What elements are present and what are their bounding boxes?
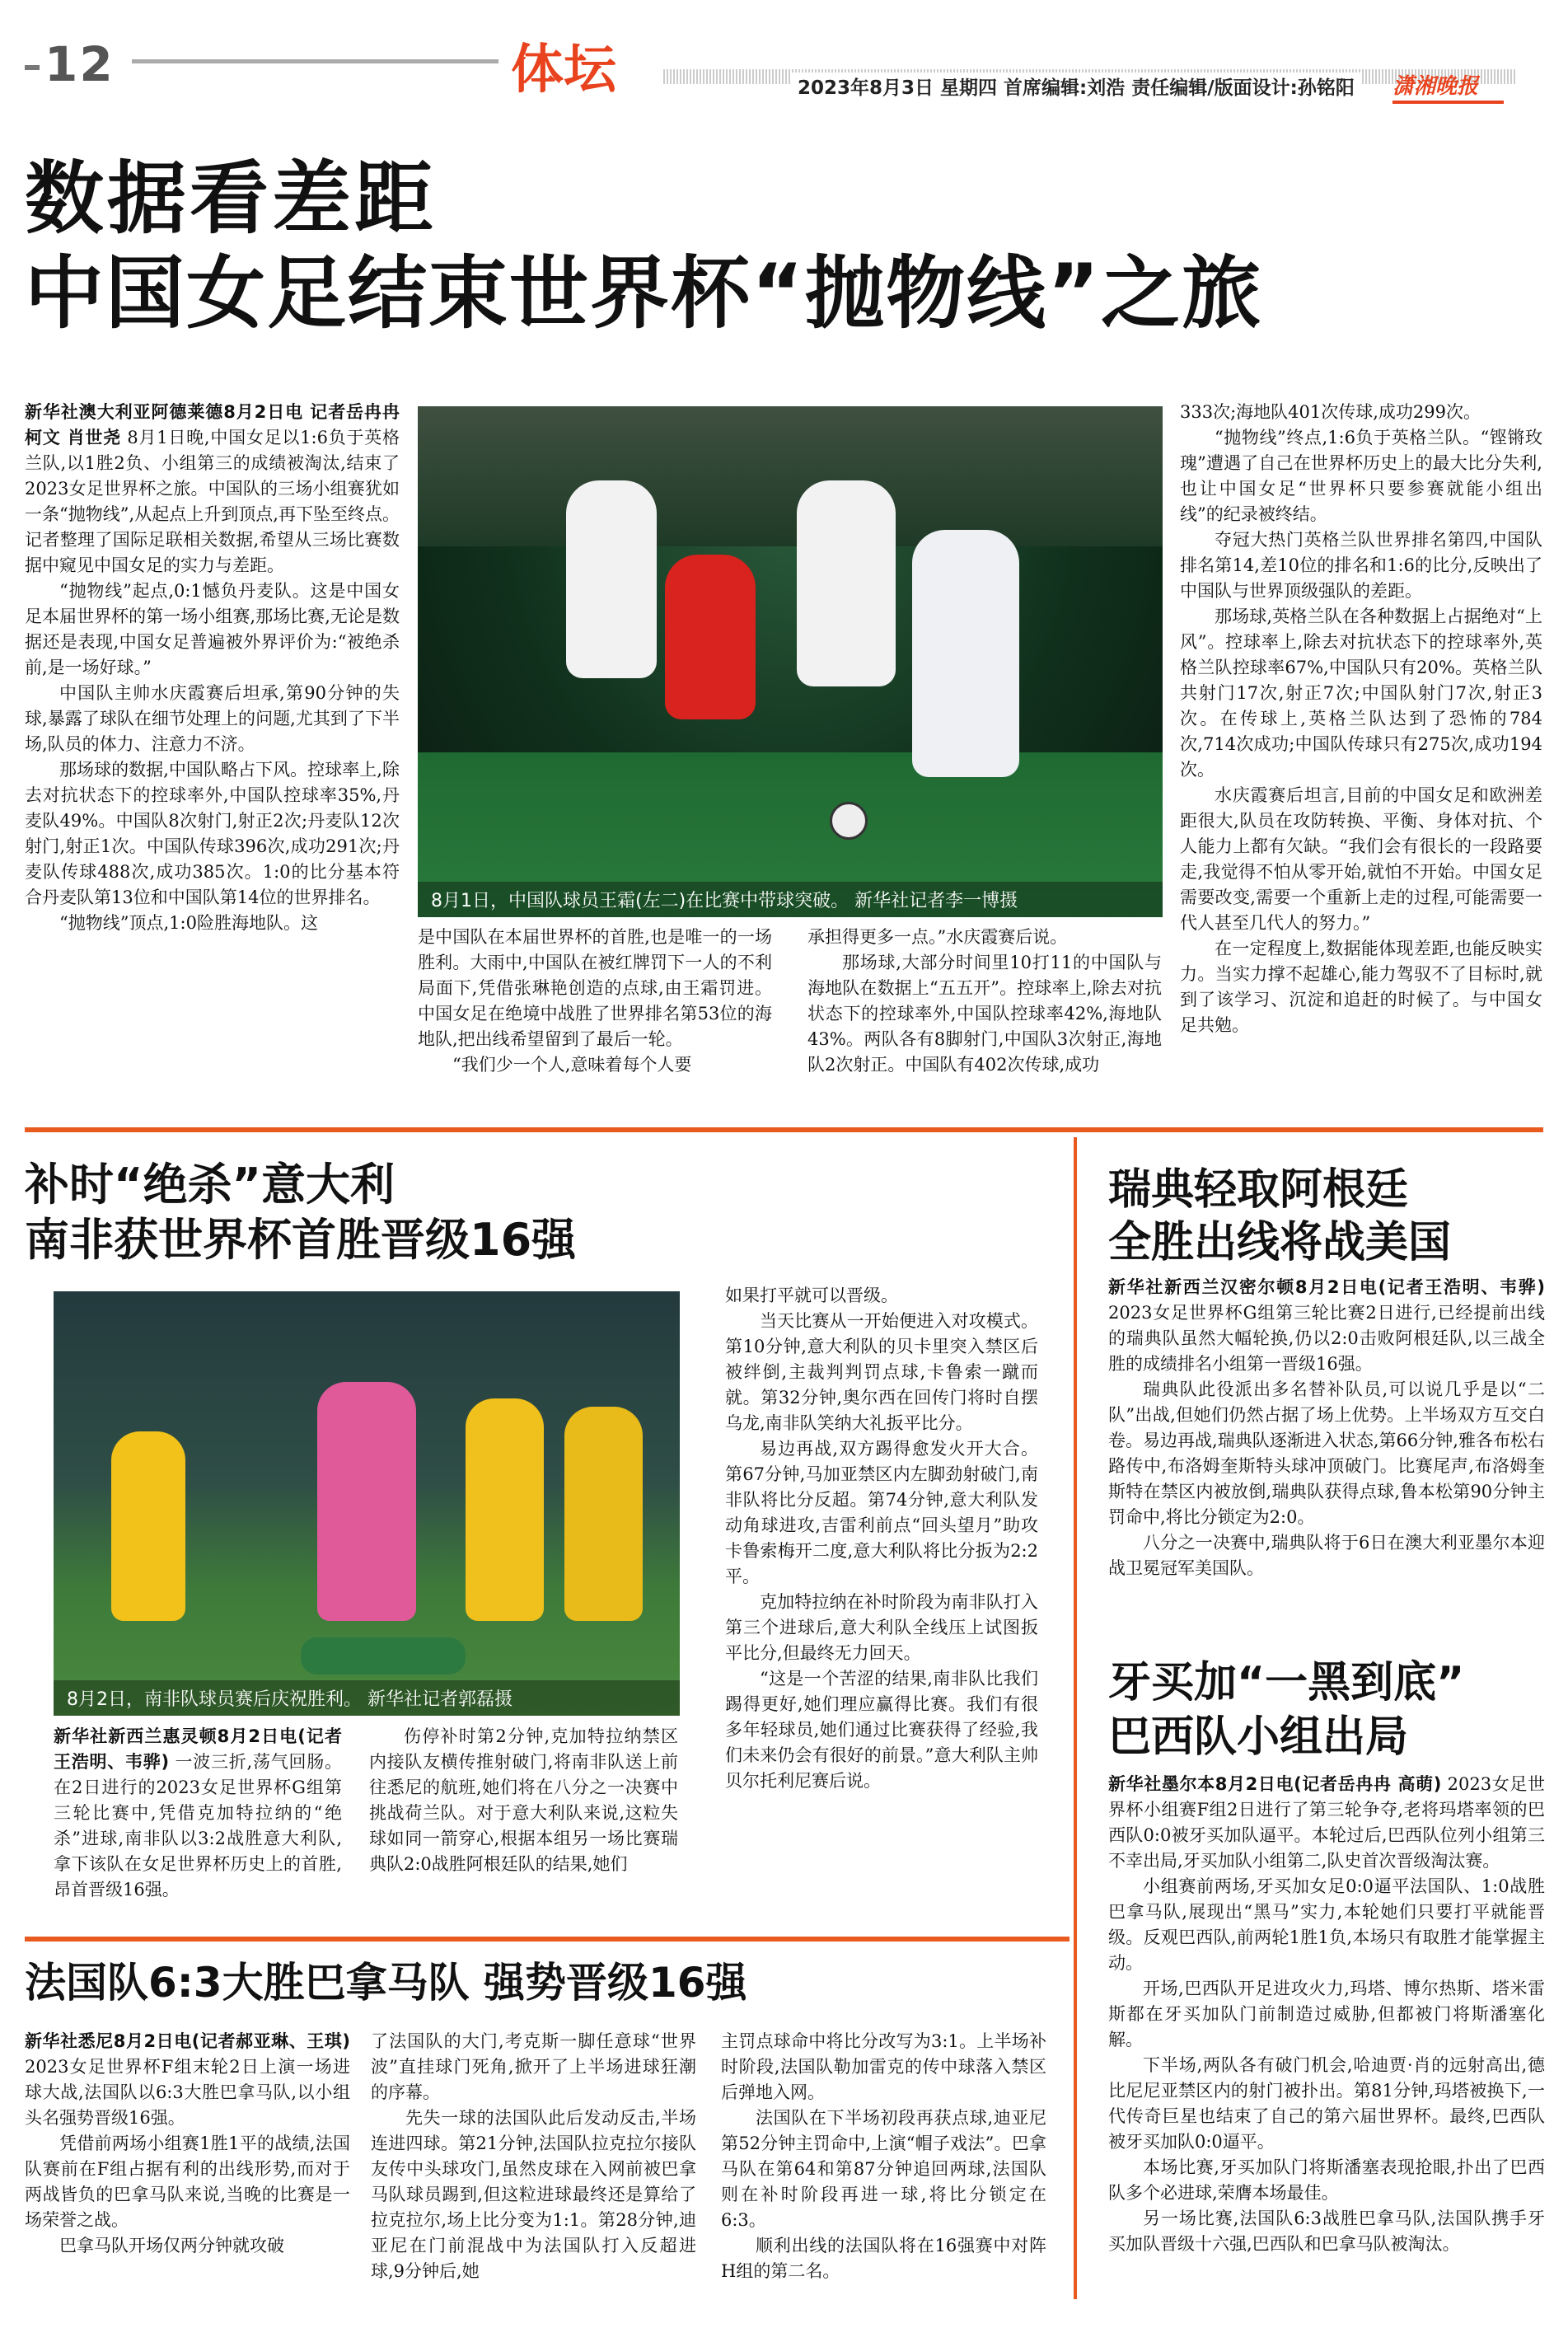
jamaica-body: 新华社墨尔本8月2日电(记者岳冉冉 高萌) 2023女足世界杯小组赛F组2日进行了第三轮争夺,老将玛塔率领的巴西队0:0被牙买加队逼平。本轮过后,巴西队位列小组第三不幸出局,牙买加队小组第二,队史首次晋级淘汰赛。 小组赛前两场,牙买加女足0:0逼平法国队、1:0战胜巴拿马队,展现出“黑马”实力,本轮她们只要打平就能晋级。反观巴西队,前两轮1胜1负,本场只有取胜才能掌握主动。 开场,巴西队开足进攻火力,玛塔、博尔热斯、塔米雷斯都在牙买加队门前制造过威胁,但都被门将斯潘塞化解。 下半场,两队各有破门机会,哈迪贾·肖的远射高出,德比尼尼亚禁区内的射门被扑出。第81分钟,玛塔被换下,一代传奇巨星也结束了自己的第六届世界杯。最终,巴西队被牙买加队0:0逼平。 本场比赛,牙买加队门将斯潘塞表现抢眼,扑出了巴西队多个必进球,荣膺本场最佳。 另一场比赛,法国队6:3战胜巴拿马队,法国队携手牙买加队晋级十六强,巴西队和巴拿马队被淘汰。 xyxy=(1108,1774,1546,2254)
italy-photo-caption: 8月2日，南非队球员赛后庆祝胜利。 新华社记者郭磊摄 xyxy=(54,1680,680,1716)
italy-headline-line2: 南非获世界杯首胜晋级16强 xyxy=(25,1214,577,1266)
player-red xyxy=(665,555,756,719)
player-yellow-1 xyxy=(111,1431,185,1621)
lead-col-2: 是中国队在本届世界杯的首胜,也是唯一的一场胜利。大雨中,中国队在被红牌罚下一人的不利局面下,凭借张琳艳创造的点球,由王霜罚进。中国女足在绝境中战胜了世界排名第53位的海地队,把出线希望留到了最后一轮。 “我们少一个人,意味着每个人要 xyxy=(418,927,772,1075)
paper-logo: 潇湘晚报 xyxy=(1392,69,1504,104)
italy-col-1: 新华社新西兰惠灵顿8月2日电(记者王浩明、韦骅) 一波三折,荡气回肠。在2日进行的2023女足世界杯G组第三轮比赛中,凭借克加特拉纳的“绝杀”进球,南非队以3:2战胜意大利队,拿下该队在女足世界杯历史上的首胜,昂首晋级16强。 xyxy=(54,1726,342,1899)
lead-headline-line2: 中国女足结束世界杯“抛物线”之旅 xyxy=(25,247,1263,340)
masthead-info: 2023年8月3日 星期四 首席编辑:刘浩 责任编辑/版面设计:孙铭阳 xyxy=(791,73,1361,100)
stadium-lights xyxy=(418,406,1163,546)
lead-col-1: 新华社澳大利亚阿德莱德8月2日电 记者岳冉冉 柯文 肖世尧 8月1日晚,中国女足以1:6负于英格兰队,以1胜2负、小组第三的成绩被淘汰,结束了2023女足世界杯之旅。中国队的三场小组赛犹如一条“抛物线”,从起点上升到顶点,再下坠至终点。记者整理了国际足联相关数据,希望从三场比赛数据中窥见中国女足的实力与差距。 “抛物线”起点,0:1憾负丹麦队。这是中国女足本届世界杯的第一场小组赛,那场比赛,无论是数据还是表现,中国女足普遍被外界评价为:“被绝杀前,是一场好球。” 中国队主帅水庆霞赛后坦承,第90分钟的失球,暴露了球队在细节处理上的问题,尤其到了下半场,队员的体力、注意力不济。 那场球的数据,中国队略占下风。控球率上,除去对抗状态下的控球率外,中国队控球率35%,丹麦队49%。中国队8次射门,射正2次;丹麦队12次射门,射正1次。中国队传球396次,成功291次;丹麦队传球488次,成功385次。1:0的比分基本符合丹麦队第13位和中国队第14位的世界排名。 “抛物线”顶点,1:0险胜海地队。这 xyxy=(25,402,400,933)
divider-vertical xyxy=(1074,1137,1077,2299)
player-yellow-2 xyxy=(466,1398,544,1621)
section-label: 体坛 xyxy=(511,40,616,101)
sweden-body: 新华社新西兰汉密尔顿8月2日电(记者王浩明、韦骅) 2023女足世界杯G组第三轮比赛2日进行,已经提前出线的瑞典队虽然大幅轮换,仍以2:0击败阿根廷队,以三战全胜的成绩排名小组第一晋级16强。 瑞典队此役派出多名替补队员,可以说几乎是以“二队”出战,但她们仍然占据了场上优势。上半场双方互交白卷。易边再战,瑞典队逐渐进入状态,第66分钟,雅各布松右路传中,布洛姆奎斯特头球冲顶破门。比赛尾声,布洛姆奎斯特在禁区内被放倒,瑞典队获得点球,鲁本松第90分钟主罚命中,将比分锁定为2:0。 八分之一决赛中,瑞典队将于6日在澳大利亚墨尔本迎战卫冕冠军美国队。 xyxy=(1108,1277,1545,1578)
player-lying xyxy=(301,1637,466,1675)
masthead-rule-left xyxy=(132,59,498,63)
divider-france xyxy=(25,1937,1070,1942)
france-col-1: 新华社悉尼8月2日电(记者郝亚琳、王琪) 2023女足世界杯F组末轮2日上演一场进球大战,法国队以6:3大胜巴拿马队,以小组头名强势晋级16强。 凭借前两场小组赛1胜1平的战绩,法国队赛前在F组占据有利的出线形势,而对于两战皆负的巴拿马队来说,当晚的比赛是一场荣誉之战。 巴拿马队开场仅两分钟就攻破 xyxy=(25,2031,350,2255)
italy-col-3: 如果打平就可以晋级。 当天比赛从一开始便进入对攻模式。第10分钟,意大利队的贝卡里突入禁区后被绊倒,主裁判判罚点球,卡鲁索一蹴而就。第32分钟,奥尔西在回传门将时自摆乌龙,南非队笑纳大礼扳平比分。 易边再战,双方踢得愈发火开大合。第67分钟,马加亚禁区内左脚劲射破门,南非队将比分反超。第74分钟,意大利队发动角球进攻,吉雷利前点“回头望月”助攻卡鲁索梅开二度,意大利队将比分扳为2:2平。 克加特拉纳在补时阶段为南非队打入第三个进球后,意大利队全线压上试图扳平比分,但最终无力回天。 “这是一个苦涩的结果,南非队比我们踢得更好,她们理应赢得比赛。我们有很多年轻球员,她们通过比赛获得了经验,我们未来仍会有很好的前景。”意大利队主帅贝尔托利尼赛后说。 xyxy=(725,1286,1038,1791)
divider-lead xyxy=(25,1127,1543,1132)
player-white-1 xyxy=(566,480,657,678)
italy-col-2: 伤停补时第2分钟,克加特拉纳禁区内接队友横传推射破门,将南非队送上前往悉尼的航班,她们将在八分之一决赛中挑战荷兰队。对于意大利队来说,这粒失球如同一箭穿心,根据本组另一场比赛瑞典队2:0战胜阿根廷队的结果,她们 xyxy=(369,1726,678,1874)
goalkeeper-pink xyxy=(317,1382,416,1621)
france-col-2: 了法国队的大门,考克斯一脚任意球“世界波”直挂球门死角,掀开了上半场进球狂潮的序幕。 先失一球的法国队此后发动反击,半场连进四球。第21分钟,法国队拉克拉尔接队友传中头球攻门,虽然皮球在入网前被巴拿马队球员踢到,但这粒进球最终还是算给了拉克拉尔,场上比分变为1:1。第28分钟,迪亚尼在门前混战中为法国队打入反超进球,9分钟后,她 xyxy=(371,2031,696,2281)
page-number: 12 xyxy=(25,36,115,92)
sweden-headline-line1: 瑞典轻取阿根廷 xyxy=(1108,1165,1409,1215)
lead-col-4: 333次;海地队401次传球,成功299次。 “抛物线”终点,1:6负于英格兰队。“铿锵玫瑰”遭遇了自己在世界杯历史上的最大比分失利,也让中国女足“世界杯只要参赛就能小组出线”的纪录被终结。 夺冠大热门英格兰队世界排名第四,中国队排名第14,差10位的排名和1:6的比分,反映出了中国队与世界顶级强队的差距。 那场球,英格兰队在各种数据上占据绝对“上风”。控球率上,除去对抗状态下的控球率外,英格兰队控球率67%,中国队只有20%。英格兰队共射门17次,射正7次;中国队射门7次,射正3次。在传球上,英格兰队达到了恐怖的784次,714次成功;中国队传球只有275次,成功194次。 水庆霞赛后坦言,目前的中国女足和欧洲差距很大,队员在攻防转换、平衡、身体对抗、个人能力上都有欠缺。“我们会有很长的一段路要走,我觉得不怕从零开始,就怕不开始。中国女足需要改变,需要一个重新上走的过程,可能需要一代人甚至几代人的努力。” 在一定程度上,数据能体现差距,也能反映实力。当实力撑不起雄心,能力驾驭不了目标时,就到了该学习、沉淀和追赶的时候了。与中国女足共勉。 xyxy=(1180,402,1542,1035)
jamaica-headline-line2: 巴西队小组出局 xyxy=(1108,1712,1409,1762)
lead-photo-caption: 8月1日，中国队球员王霜(左二)在比赛中带球突破。 新华社记者李一博摄 xyxy=(418,882,1163,917)
france-headline: 法国队6:3大胜巴拿马队 强势晋级16强 xyxy=(25,1959,747,2007)
france-col-3: 主罚点球命中将比分改写为3:1。上半场补时阶段,法国队勒加雷克的传中球落入禁区后弹地入网。 法国队在下半场初段再获点球,迪亚尼第52分钟主罚命中,上演“帽子戏法”。巴拿马队在第64和第87分钟追回两球,法国队则在补时阶段再进一球,将比分锁定在6:3。 顺利出线的法国队将在16强赛中对阵H组的第二名。 xyxy=(721,2031,1046,2281)
jamaica-headline-line1: 牙买加“一黑到底” xyxy=(1108,1658,1465,1707)
sweden-headline-line2: 全胜出线将战美国 xyxy=(1108,1218,1452,1267)
player-white-2 xyxy=(797,480,896,686)
player-yellow-3 xyxy=(564,1407,643,1621)
lead-col-3: 承担得更多一点。”水庆霞赛后说。 那场球,大部分时间里10打11的中国队与海地队在数据上“五五开”。控球率上,除去对抗状态下的控球率外,中国队控球率42%,海地队43%。两队各有8脚射门,中国队3次射正,海地队2次射正。中国队有402次传球,成功 xyxy=(807,927,1162,1075)
italy-headline-line1: 补时“绝杀”意大利 xyxy=(25,1159,395,1211)
lead-photo xyxy=(418,406,1163,917)
player-white-3 xyxy=(912,530,1019,777)
football xyxy=(830,802,868,840)
italy-photo xyxy=(54,1291,680,1716)
lead-headline-line1: 数据看差距 xyxy=(25,152,437,245)
